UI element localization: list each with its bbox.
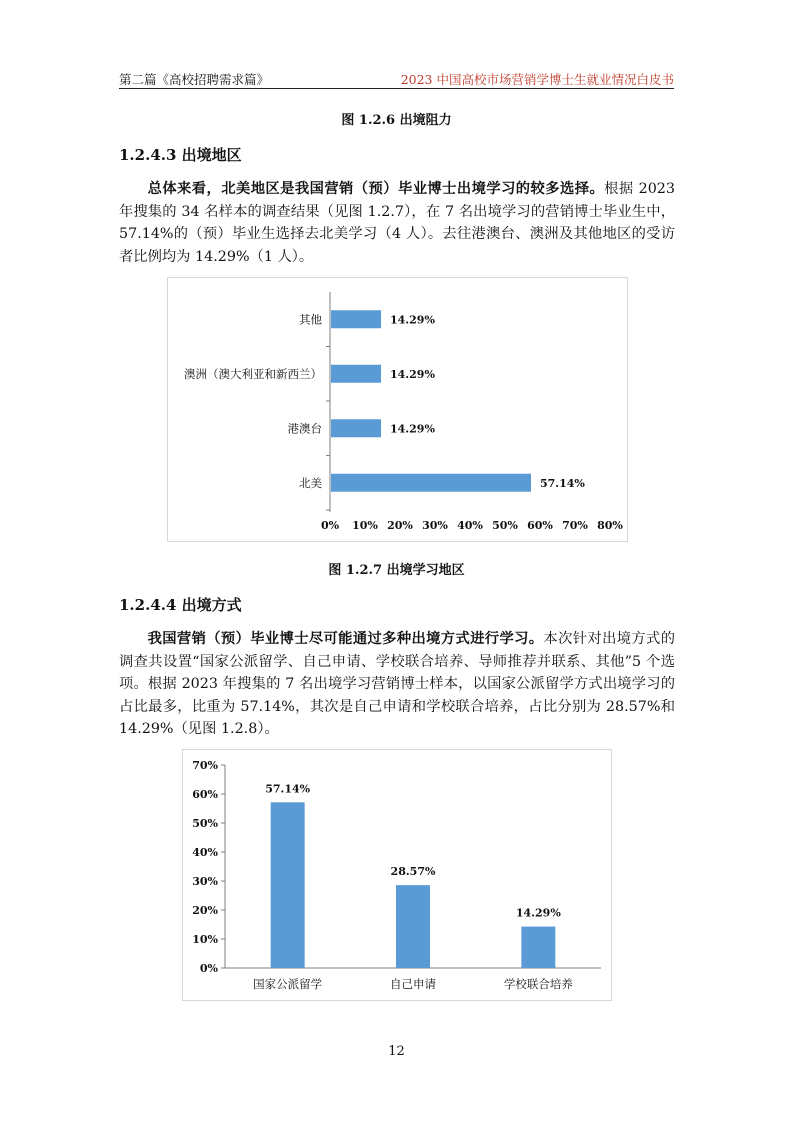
paragraph-region <box>119 178 675 268</box>
section-heading-1243: 1.2.4.3 出境地区 <box>119 146 242 164</box>
section-heading-1244: 1.2.4.4 出境方式 <box>119 596 242 614</box>
paragraph-method-lead: 我国营销（预）毕业博士尽可能通过多种出境方式进行学习。 <box>147 631 544 647</box>
category-label-1: 自己申请 <box>390 977 436 991</box>
bar-2 <box>521 927 555 968</box>
data-label-1: 28.57% <box>390 865 436 879</box>
x-tick-label-8: 80% <box>597 519 623 532</box>
data-label-1: 14.29% <box>390 367 435 381</box>
page-number: 12 <box>388 1044 405 1059</box>
paragraph-method <box>119 628 675 741</box>
figure-caption-127: 图 1.2.7 出境学习地区 <box>328 563 465 578</box>
header-left-title: 第二篇《高校招聘需求篇》 <box>119 72 270 87</box>
x-tick-label-6: 60% <box>527 519 553 532</box>
category-label-3: 北美 <box>299 475 322 490</box>
bar-1 <box>396 885 430 968</box>
bar-3 <box>331 474 531 492</box>
bar-2 <box>331 419 381 437</box>
bar-0 <box>331 310 381 328</box>
x-tick-label-0: 0% <box>320 519 340 532</box>
y-tick-label-6: 60% <box>192 788 218 801</box>
x-tick-label-4: 40% <box>457 519 483 532</box>
category-label-0: 其他 <box>299 312 322 327</box>
bar-1 <box>331 365 381 383</box>
x-tick-label-2: 20% <box>387 519 413 532</box>
page-header <box>119 66 674 89</box>
paragraph-region-body: 根据 2023 年搜集的 34 名样本的调查结果（见图 1.2.7），在 7 名出境学习的营销博士毕业生中，57.14%的（预）毕业生选择去北美学习（4 人）。去往港澳台、澳洲及其他地区的受访者比例均为 14.29%（1 人）。 <box>119 181 675 265</box>
x-tick-label-7: 70% <box>562 519 588 532</box>
method-chart-svg <box>183 750 611 1000</box>
x-tick-label-1: 10% <box>352 519 378 532</box>
region-chart-svg <box>168 278 627 541</box>
y-tick-label-1: 10% <box>192 933 218 946</box>
y-tick-label-4: 40% <box>192 846 218 859</box>
header-right-title: 2023 中国高校市场营销学博士生就业情况白皮书 <box>400 72 674 87</box>
category-label-2: 港澳台 <box>287 421 322 436</box>
data-label-3: 57.14% <box>539 476 585 490</box>
data-label-0: 57.14% <box>265 782 311 796</box>
x-tick-label-5: 50% <box>492 519 518 532</box>
y-tick-label-5: 50% <box>192 817 218 830</box>
x-tick-label-3: 30% <box>422 519 448 532</box>
category-label-2: 学校联合培养 <box>503 977 573 991</box>
paragraph-method-body: 本次针对出境方式的调查共设置“国家公派留学、自己申请、学校联合培养、导师推荐并联系、其他”5 个选项。根据 2023 年搜集的 7 名出境学习营销博士样本，以国家公派留学方式出境学习的占比最多，比重为 57.14%，其次是自己申请和学校联合培养，占比分别为 28.57%和 14.29%（见图 1.2.8）。 <box>119 631 676 737</box>
y-tick-label-3: 30% <box>192 875 218 888</box>
category-label-1: 澳洲（澳大利亚和新西兰） <box>184 366 322 381</box>
data-label-2: 14.29% <box>515 906 561 920</box>
y-tick-label-2: 20% <box>192 904 218 917</box>
bar-0 <box>271 802 305 968</box>
y-tick-label-0: 0% <box>199 962 218 975</box>
y-tick-label-7: 70% <box>192 759 218 772</box>
paragraph-region-lead: 总体来看，北美地区是我国营销（预）毕业博士出境学习的较多选择。 <box>147 181 605 197</box>
region-chart <box>167 277 628 542</box>
category-label-0: 国家公派留学 <box>253 977 323 991</box>
data-label-0: 14.29% <box>390 313 435 327</box>
method-chart <box>182 749 612 1001</box>
figure-caption-126: 图 1.2.6 出境阻力 <box>341 113 452 128</box>
data-label-2: 14.29% <box>390 422 435 436</box>
